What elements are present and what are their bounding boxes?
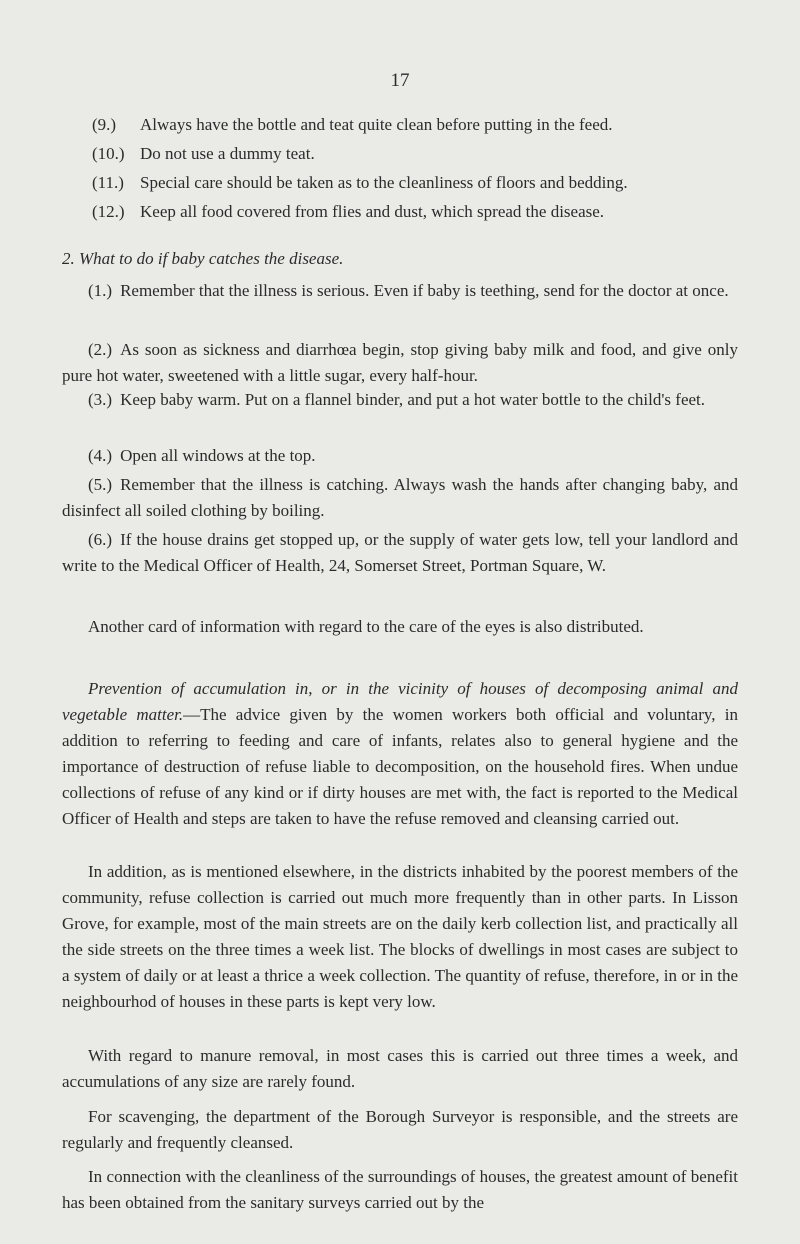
list-item bbox=[92, 113, 613, 137]
paragraph-manure: With regard to manure removal, in most cases this is carried out three times a week, and accumulations of any size are rarely found. bbox=[62, 1046, 738, 1091]
list-item bbox=[92, 171, 628, 195]
prevention-text: —The advice given by the women workers both official and voluntary, in addition to referring to feeding and care of infants, relates also to general hygiene and the importance of destruction of refuse liable to decomposition, on the household fires. When undue collections of refuse of any kind or if dirty houses are met with, the fact is reported to the Medical Officer of Health and steps are taken to have the refuse removed and cleansing carried out. bbox=[62, 705, 738, 828]
item-text: Keep baby warm. Put on a flannel binder, and put a hot water bottle to the child's feet. bbox=[120, 390, 706, 409]
item-number: (4.) bbox=[88, 446, 113, 465]
item-number: (9.) bbox=[92, 115, 117, 134]
item-text: If the house drains get stopped up, or the supply of water gets low, tell your landlord and write to the Medical Officer of Health, 24, Somerset Street, Portman Square, W. bbox=[62, 530, 738, 575]
item-number: (3.) bbox=[88, 390, 113, 409]
paragraph-refuse-collection: In addition, as is mentioned elsewhere, in the districts inhabited by the poorest members of the community, refuse collection is carried out much more frequently than in other parts. In Lisson Grove, for example, most of the main streets are on the daily kerb collection list, and practically all the side streets on the three times a week list. The blocks of dwellings in most cases are subject to a system of daily or at least a thrice a week collection. The quantity of refuse, therefore, in or in the neighbourhod of houses in these parts is kept very low. bbox=[62, 862, 738, 1011]
prevention-heading: Prevention of accumulation in, or in the vicinity of houses of decomposing animal and vegetable matter. bbox=[62, 679, 738, 724]
numbered-paragraph bbox=[62, 337, 738, 389]
paragraph-scavenging: For scavenging, the department of the Borough Surveyor is responsible, and the streets are regularly and frequently cleansed. bbox=[62, 1107, 738, 1152]
item-number: (5.) bbox=[88, 475, 113, 494]
paragraph-eyes-card: Another card of information with regard to the care of the eyes is also distributed. bbox=[88, 617, 644, 636]
item-text: Remember that the illness is catching. Always wash the hands after changing baby, and disinfect all soiled clothing by boiling. bbox=[62, 475, 738, 520]
numbered-paragraph bbox=[62, 443, 738, 469]
paragraph-connection: In connection with the cleanliness of the surroundings of houses, the greatest amount of benefit has been obtained from the sanitary surveys carried out by the bbox=[62, 1167, 738, 1212]
item-text: Keep all food covered from flies and dust, which spread the disease. bbox=[140, 202, 605, 221]
item-text: Do not use a dummy teat. bbox=[140, 144, 315, 163]
item-number: (11.) bbox=[92, 173, 124, 192]
list-item bbox=[92, 200, 604, 224]
item-number: (12.) bbox=[92, 202, 125, 221]
item-text: Always have the bottle and teat quite clean before putting in the feed. bbox=[140, 115, 613, 134]
section-heading: 2. What to do if baby catches the disease. bbox=[62, 249, 344, 268]
list-item bbox=[92, 142, 315, 166]
numbered-paragraph bbox=[62, 472, 738, 524]
item-number: (10.) bbox=[92, 144, 125, 163]
item-text: Special care should be taken as to the cleanliness of floors and bedding. bbox=[140, 173, 628, 192]
page-number: 17 bbox=[390, 70, 410, 91]
numbered-paragraph bbox=[62, 387, 738, 413]
item-text: Remember that the illness is serious. Even if baby is teething, send for the doctor at once. bbox=[120, 281, 729, 300]
item-text: Open all windows at the top. bbox=[120, 446, 316, 465]
item-number: (1.) bbox=[88, 281, 113, 300]
item-text: As soon as sickness and diarrhœa begin, stop giving baby milk and food, and give only pure hot water, sweetened with a little sugar, every half-hour. bbox=[62, 340, 738, 385]
paragraph-prevention bbox=[62, 676, 738, 832]
item-number: (6.) bbox=[88, 530, 113, 549]
numbered-paragraph bbox=[62, 278, 738, 304]
item-number: (2.) bbox=[88, 340, 113, 359]
numbered-paragraph bbox=[62, 527, 738, 579]
